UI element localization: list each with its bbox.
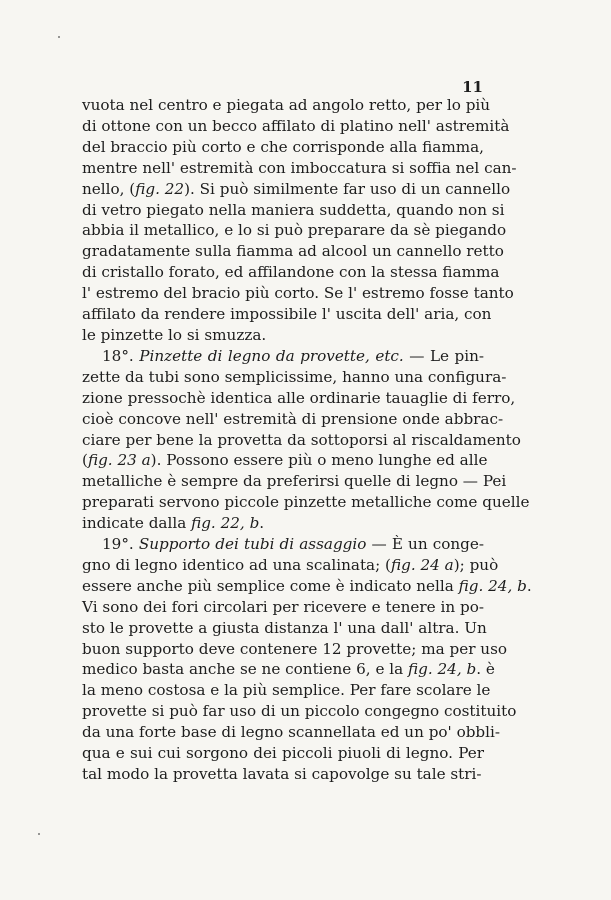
text-line: 19°. Supporto dei tubi di assaggio — È un conge- bbox=[102, 535, 485, 554]
figure-reference: fig. 24 a bbox=[390, 555, 454, 574]
text-line: Vi sono dei fori circolari per ricevere e tenere in po- bbox=[82, 597, 484, 616]
text-line: zione pressochè identica alle ordinarie tauaglie di ferro, bbox=[82, 388, 516, 407]
text-line: gradatamente sulla fiamma ad alcool un cannello retto bbox=[82, 242, 504, 261]
figure-reference: fig. 22 bbox=[135, 179, 185, 198]
text-line: medico basta anche se ne contiene 6, e la fig. 24, b. è bbox=[82, 660, 495, 679]
text-line: (fig. 23 a). Possono essere più o meno lunghe ed alle bbox=[82, 451, 488, 470]
text-line: tal modo la provetta lavata si capovolge su tale stri- bbox=[82, 765, 482, 783]
text-line: di cristallo forato, ed affilandone con la stessa fiamma bbox=[82, 263, 500, 282]
text-line: di vetro piegato nella maniera suddetta, quando non si bbox=[82, 200, 505, 219]
text-line: abbia il metallico, e lo si può preparare da sè piegando bbox=[82, 221, 507, 240]
text-line: 18°. Pinzette di legno da provette, etc. — Le pin- bbox=[102, 346, 485, 365]
text-line: buon supporto deve contenere 12 provette; ma per uso bbox=[82, 639, 508, 658]
text-line: ciare per bene la provetta da sottoporsi al riscaldamento bbox=[82, 430, 521, 449]
section-title: Supporto dei tubi di assaggio bbox=[138, 535, 367, 554]
text-line: qua e sui cui sorgono dei piccoli piuoli di legno. Per bbox=[82, 744, 484, 763]
text-line: metalliche è sempre da preferirsi quelle di legno — Pei bbox=[82, 472, 507, 491]
text-line: da una forte base di legno scannellata ed un po' obbli- bbox=[82, 723, 500, 742]
figure-reference: fig. 23 a bbox=[87, 451, 151, 470]
text-line: le pinzette lo si smuzza. bbox=[82, 325, 267, 344]
figure-reference: fig. 24, b bbox=[408, 660, 477, 679]
body-text bbox=[82, 95, 532, 785]
text-line: mentre nell' estremità con imboccatura si soffia nel can- bbox=[82, 158, 517, 177]
text-line: preparati servono piccole pinzette metalliche come quelle bbox=[82, 493, 530, 512]
figure-reference: fig. 22, b bbox=[191, 514, 260, 533]
speck bbox=[58, 36, 60, 38]
page-number: 11 bbox=[462, 78, 483, 96]
text-line: affilato da rendere impossibile l' uscita dell' aria, con bbox=[82, 305, 492, 324]
text-line: sto le provette a giusta distanza l' una dall' altra. Un bbox=[82, 618, 487, 637]
text-line: l' estremo del bracio più corto. Se l' estremo fosse tanto bbox=[82, 284, 514, 303]
speck bbox=[38, 833, 40, 835]
text-line: gno di legno identico ad una scalinata; (fig. 24 a); può bbox=[82, 555, 499, 574]
figure-reference: fig. 24, b bbox=[458, 576, 527, 595]
section-title: Pinzette di legno da provette, etc. bbox=[139, 346, 404, 365]
text-line: la meno costosa e la più semplice. Per fare scolare le bbox=[82, 681, 491, 700]
text-line: indicate dalla fig. 22, b. bbox=[82, 514, 265, 533]
text-line: zette da tubi sono semplicissime, hanno una configura- bbox=[82, 367, 507, 386]
text-line: essere anche più semplice come è indicato nella fig. 24, b. bbox=[82, 576, 532, 595]
text-line: nello, (fig. 22). Si può similmente far uso di un cannello bbox=[82, 179, 511, 198]
text-line: vuota nel centro e piegata ad angolo retto, per lo più bbox=[82, 96, 491, 114]
text-line: del braccio più corto e che corrisponde alla fiamma, bbox=[82, 137, 484, 156]
text-line: di ottone con un becco affilato di platino nell' astremità bbox=[82, 116, 510, 135]
text-line: provette si può far uso di un piccolo congegno costituito bbox=[82, 702, 517, 721]
text-line: cioè concove nell' estremità di prensione onde abbrac- bbox=[82, 409, 504, 428]
